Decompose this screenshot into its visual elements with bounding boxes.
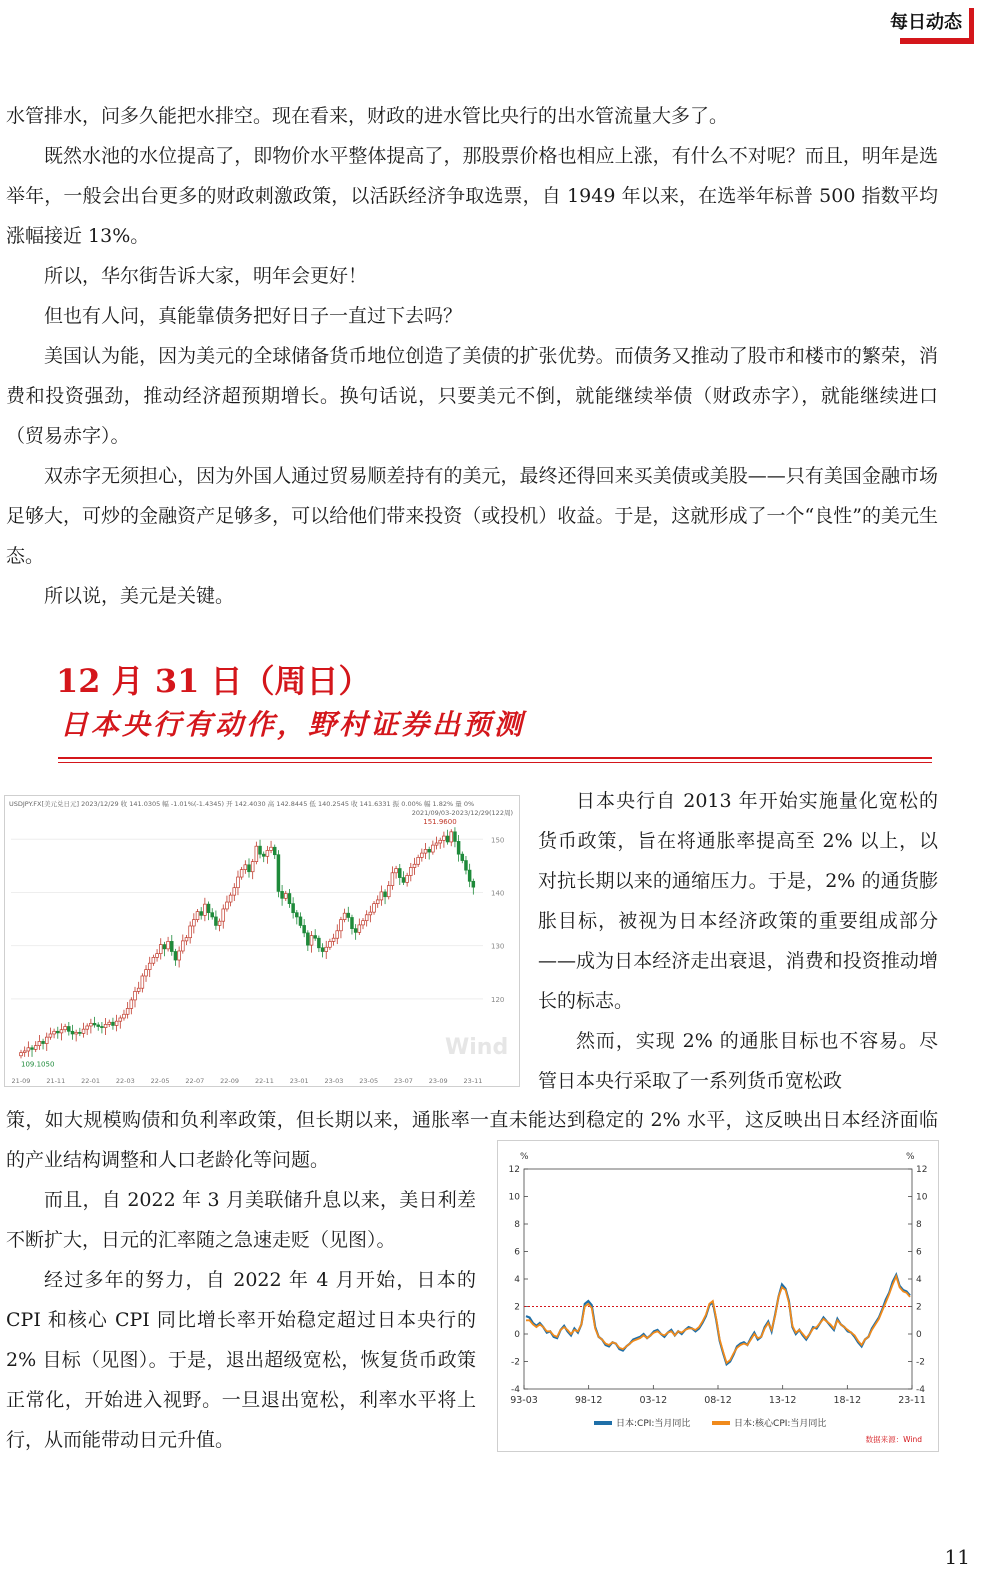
candle-body <box>343 913 346 919</box>
y-tick-label-left: 12 <box>508 1165 520 1175</box>
section-date: 12 月 31 日（周日） <box>56 662 371 700</box>
y-tick-label-right: 2 <box>916 1302 922 1313</box>
y-axis-unit-right: % <box>906 1152 915 1162</box>
candle-body <box>248 865 251 872</box>
x-tick-label: 23-03 <box>324 1077 344 1085</box>
candle-body <box>358 925 361 932</box>
candle-body <box>222 909 225 921</box>
x-tick-label: 18-12 <box>833 1395 862 1406</box>
x-tick-label: 22-05 <box>150 1077 170 1085</box>
candle-body <box>189 926 192 938</box>
candle-body <box>457 841 460 854</box>
x-tick-label: 23-09 <box>428 1077 448 1085</box>
candle-body <box>159 945 162 954</box>
candle-body <box>295 913 298 917</box>
candle-body <box>42 1041 45 1043</box>
candle-body <box>387 886 390 897</box>
candle-body <box>108 1022 111 1024</box>
y-tick-label-left: 2 <box>514 1302 520 1313</box>
candle-body <box>347 913 350 917</box>
candle-body <box>450 832 453 842</box>
candle-body <box>237 877 240 888</box>
candle-body <box>38 1041 41 1045</box>
candle-body <box>119 1018 122 1021</box>
candle-body <box>266 850 269 856</box>
section-title: 日本央行有动作，野村证券出预测 <box>60 708 526 741</box>
candle-body <box>126 1008 129 1014</box>
candle-body <box>112 1022 115 1025</box>
candle-body <box>391 873 394 886</box>
candle-body <box>273 847 276 854</box>
candle-body <box>137 988 140 991</box>
y-tick-label-left: 6 <box>514 1247 520 1258</box>
x-tick-label: 21-11 <box>46 1077 66 1085</box>
header-accent-rule <box>900 38 974 44</box>
candle-body <box>420 853 423 857</box>
candle-body <box>123 1014 126 1018</box>
candle-body <box>369 912 372 915</box>
candle-body <box>317 938 320 948</box>
x-tick-label: 13-12 <box>768 1395 797 1406</box>
candle-body <box>233 888 236 895</box>
paragraph-2: 既然水池的水位提高了，即物价水平整体提高了，那股票价格也相应上涨，有什么不对呢？而且，明年是选举年，一般会出台更多的财政刺激政策，以活跃经济争取选票，自 1949 年以来，在选举年标普 500 指数平均涨幅接近 13%。 <box>6 145 938 247</box>
y-tick-label-right: 4 <box>916 1275 922 1285</box>
candle-body <box>329 941 332 947</box>
header-accent-bar <box>969 8 974 38</box>
candle-body <box>207 904 210 913</box>
x-tick-label: 23-11 <box>463 1077 483 1085</box>
data-source-note: 数据来源：Wind <box>865 1435 922 1444</box>
section-rule <box>58 757 932 759</box>
candle-body <box>435 843 438 845</box>
usdjpy-chart <box>4 795 520 1087</box>
y-tick-label-left: -2 <box>511 1357 520 1368</box>
low-label: 109.1050 <box>21 1060 55 1069</box>
candle-body <box>281 891 284 898</box>
candle-body <box>181 941 184 951</box>
legend-label: 日本:核心CPI:当月同比 <box>734 1419 827 1429</box>
candle-body <box>255 846 258 861</box>
candle-body <box>240 870 243 877</box>
candle-body <box>49 1034 52 1037</box>
y-tick-label-right: 8 <box>916 1220 922 1230</box>
candle-body <box>277 855 280 892</box>
candle-body <box>211 913 214 917</box>
y-tick-label-left: -4 <box>511 1385 520 1395</box>
paragraph-3: 所以，华尔街告诉大家，明年会更好！ <box>44 265 368 287</box>
candle-body <box>310 936 313 946</box>
candle-body <box>362 921 365 925</box>
y-tick-label-right: 0 <box>916 1330 922 1340</box>
paragraph-boj-3: 策，如大规模购债和负利率政策，但长期以来，通胀率一直未能达到稳定的 2% 水平，这反映出日本经济面临的产业结构调整和人口老龄化等问题。 <box>6 1109 938 1171</box>
candle-body <box>152 957 155 963</box>
candle-body <box>156 954 159 958</box>
candle-body <box>226 902 229 909</box>
x-tick-label: 23-07 <box>394 1077 413 1085</box>
candle-body <box>292 904 295 913</box>
y-tick-label-left: 4 <box>514 1275 520 1285</box>
y-tick-label-right: 6 <box>916 1247 922 1258</box>
paragraph-boj-2: 然而，实现 2% 的通胀目标也不容易。尽管日本央行采取了一系列货币宽松政 <box>538 1030 938 1092</box>
candle-body <box>461 854 464 860</box>
series-core-cpi-line <box>526 1276 910 1363</box>
candle-body <box>325 947 328 951</box>
candle-body <box>130 1000 133 1009</box>
chart-range-text: 2021/09/03-2023/12/29(122周) <box>411 809 513 817</box>
candle-body <box>167 941 170 948</box>
candle-body <box>314 936 317 939</box>
candle-body <box>82 1029 85 1033</box>
candle-body <box>395 869 398 873</box>
paragraph-boj-1: 日本央行自 2013 年开始实施量化宽松的货币政策，旨在将通胀率提高至 2% 以上，以对抗长期以来的通缩压力。于是，2% 的通货膨胀目标，被视为日本经济政策的重要组成部分——成为日本经济走出衰退，消费和投资推动增长的标志。 <box>538 790 938 1012</box>
section-label: 每日动态 <box>890 12 962 33</box>
y-tick-label: 130 <box>491 942 505 951</box>
candle-body <box>384 892 387 897</box>
chart-header-text: USDJPY.FX[美元兑日元] 2023/12/29 收 141.0305 幅 -1.01%(-1.4345) 开 142.4030 高 142.8445 低 140.2545 收 141.6331 振 0.00% 幅 1.82% 量 0% <box>9 800 475 808</box>
candle-body <box>56 1031 59 1033</box>
y-tick-label-right: 12 <box>916 1165 928 1175</box>
x-tick-label: 03-12 <box>639 1395 668 1406</box>
candle-body <box>148 963 151 969</box>
candle-body <box>428 849 431 852</box>
candle-body <box>303 925 306 932</box>
candle-body <box>439 840 442 843</box>
candle-body <box>321 948 324 952</box>
candle-body <box>340 920 343 931</box>
candle-body <box>465 861 468 871</box>
candle-body <box>332 938 335 941</box>
x-tick-label: 98-12 <box>574 1395 603 1406</box>
y-tick-label-right: 10 <box>916 1192 928 1203</box>
y-tick-label: 120 <box>491 995 505 1004</box>
y-tick-label-right: -4 <box>916 1385 925 1395</box>
candle-body <box>60 1030 63 1033</box>
candle-body <box>262 854 265 856</box>
candle-body <box>200 912 203 916</box>
candle-body <box>53 1031 56 1034</box>
candle-body <box>351 917 354 928</box>
y-tick-label-left: 8 <box>514 1220 520 1230</box>
candle-body <box>380 892 383 900</box>
candle-body <box>104 1024 107 1027</box>
candle-body <box>218 921 221 925</box>
candle-body <box>101 1027 104 1028</box>
watermark-text: Wind <box>445 1035 509 1060</box>
paragraph-7: 所以说，美元是关键。 <box>44 585 235 607</box>
candle-body <box>251 862 254 872</box>
x-tick-label: 22-07 <box>185 1077 205 1085</box>
x-tick-label: 22-09 <box>220 1077 240 1085</box>
candle-body <box>75 1032 78 1034</box>
candle-body <box>259 846 262 854</box>
y-tick-label: 150 <box>491 836 505 845</box>
candle-body <box>398 869 401 878</box>
candle-body <box>89 1023 92 1026</box>
candle-body <box>34 1046 37 1050</box>
candle-body <box>431 845 434 852</box>
y-axis-unit-left: % <box>520 1152 529 1162</box>
x-tick-label: 22-11 <box>254 1077 274 1085</box>
candle-body <box>417 857 420 864</box>
candle-body <box>215 917 218 926</box>
japan-cpi-chart <box>497 1140 939 1452</box>
page-number: 11 <box>944 1545 970 1569</box>
candle-body <box>31 1048 34 1050</box>
x-tick-label: 23-01 <box>289 1077 309 1085</box>
x-tick-label: 08-12 <box>704 1395 732 1406</box>
candle-body <box>336 931 339 938</box>
candle-body <box>134 991 137 1000</box>
candle-body <box>454 832 457 842</box>
plot-frame <box>524 1169 912 1389</box>
candle-body <box>178 951 181 960</box>
series-cpi-line <box>526 1275 910 1364</box>
candle-body <box>472 881 475 887</box>
candle-body <box>78 1032 81 1033</box>
candle-body <box>192 920 195 926</box>
paragraph-6: 双赤字无须担心，因为外国人通过贸易顺差持有的美元，最终还得回来买美债或美股——只有美国金融市场足够大，可炒的金融资产足够多，可以给他们带来投资（或投机）收益。于是，这就形成了一个“良性”的美元生态。 <box>6 465 938 567</box>
paragraph-1: 水管排水，问多久能把水排空。现在看来，财政的进水管比央行的出水管流量大多了。 <box>6 105 729 127</box>
x-tick-label: 22-03 <box>115 1077 135 1085</box>
x-tick-label: 22-01 <box>81 1077 100 1085</box>
x-tick-label: 21-09 <box>11 1077 31 1085</box>
candle-body <box>365 915 368 921</box>
x-tick-label: 23-11 <box>898 1395 926 1406</box>
y-tick-label-left: 10 <box>508 1192 520 1203</box>
candle-body <box>97 1025 100 1027</box>
candle-body <box>71 1031 74 1034</box>
candle-body <box>354 929 357 933</box>
candle-body <box>23 1051 26 1053</box>
y-tick-label-right: -2 <box>916 1357 925 1368</box>
x-tick-label: 23-05 <box>359 1077 379 1085</box>
candle-body <box>163 945 166 949</box>
candle-body <box>27 1048 30 1051</box>
candle-body <box>145 970 148 976</box>
candle-body <box>203 904 206 915</box>
candle-body <box>446 836 449 842</box>
candle-body <box>299 917 302 926</box>
candle-body <box>86 1026 89 1029</box>
legend-label: 日本:CPI:当月同比 <box>616 1419 691 1429</box>
high-label: 151.9600 <box>423 817 457 826</box>
candle-body <box>174 952 177 961</box>
candle-body <box>229 895 232 902</box>
candle-body <box>376 900 379 904</box>
candle-body <box>306 933 309 945</box>
candle-body <box>196 912 199 920</box>
candle-body <box>468 870 471 881</box>
candle-body <box>424 849 427 853</box>
paragraph-4: 但也有人问，真能靠债务把好日子一直过下去吗？ <box>44 305 463 327</box>
paragraph-5: 美国认为能，因为美元的全球储备货币地位创造了美债的扩张优势。而债务又推动了股市和楼市的繁荣，消费和投资强劲，推动经济超预期增长。换句话说，只要美元不倒，就能继续举债（财政赤字），就能继续进口（贸易赤字）。 <box>6 345 938 447</box>
candle-body <box>413 864 416 867</box>
candle-body <box>443 836 446 840</box>
candle-body <box>402 878 405 883</box>
candle-body <box>67 1027 70 1032</box>
candle-body <box>270 847 273 850</box>
candle-body <box>409 867 412 875</box>
y-tick-label: 140 <box>491 889 505 898</box>
candle-body <box>244 865 247 870</box>
x-tick-label: 93-03 <box>510 1395 538 1406</box>
candle-body <box>45 1037 48 1043</box>
candle-body <box>20 1053 23 1056</box>
section-rule-thin <box>58 762 932 763</box>
paragraph-rate-gap: 而且，自 2022 年 3 月美联储升息以来，美日利差不断扩大，日元的汇率随之急速走贬（见图）。 <box>6 1189 476 1251</box>
candle-body <box>115 1021 118 1025</box>
candle-body <box>373 904 376 913</box>
candle-body <box>185 938 188 941</box>
candle-body <box>284 894 287 899</box>
candle-body <box>93 1023 96 1025</box>
y-tick-label-left: 0 <box>514 1330 520 1340</box>
paragraph-cpi: 经过多年的努力，自 2022 年 4 月开始，日本的 CPI 和核心 CPI 同比增长率开始稳定超过日本央行的 2% 目标（见图）。于是，退出超级宽松，恢复货币政策正常化，开始进入视野。一旦退出宽松，利率水平将上行，从而能带动日元升值。 <box>6 1269 476 1451</box>
candle-body <box>406 875 409 882</box>
candle-body <box>288 894 291 904</box>
candle-body <box>64 1027 67 1030</box>
candle-body <box>141 976 144 988</box>
candle-body <box>170 941 173 951</box>
